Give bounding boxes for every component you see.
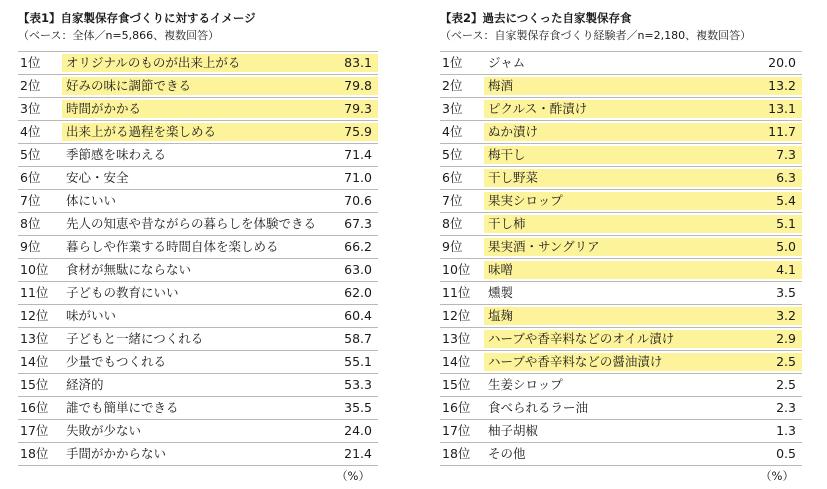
rank-label: 6位 — [20, 170, 41, 185]
rank-label: 7位 — [20, 193, 41, 208]
item-label: ピクルス・酢漬け — [488, 101, 588, 116]
row-band — [484, 445, 802, 463]
item-label: ジャム — [488, 55, 526, 70]
highlight-band — [484, 307, 802, 325]
table-row — [440, 236, 802, 259]
table-row — [440, 213, 802, 236]
percent-value: 71.4 — [344, 147, 372, 162]
rank-label: 11位 — [20, 285, 49, 300]
table-row — [440, 397, 802, 420]
rank-label: 4位 — [20, 124, 41, 139]
row-band — [62, 215, 378, 233]
rank-label: 1位 — [20, 55, 41, 70]
item-label: 失敗が少ない — [66, 423, 142, 438]
rank-label: 14位 — [442, 354, 471, 369]
table-title: 【表1】自家製保存食づくりに対するイメージ — [18, 11, 256, 25]
percent-value: 67.3 — [344, 216, 372, 231]
item-label: 食べられるラー油 — [488, 400, 589, 415]
table-row — [440, 328, 802, 351]
rank-label: 14位 — [20, 354, 49, 369]
item-label: 暮らしや作業する時間自体を楽しめる — [66, 239, 279, 254]
highlight-band — [62, 123, 378, 141]
percent-value: 4.1 — [776, 262, 796, 277]
row-band — [62, 399, 378, 417]
highlight-band — [484, 261, 802, 279]
rank-label: 12位 — [20, 308, 49, 323]
row-band — [62, 353, 378, 371]
ranking-table — [18, 51, 378, 466]
highlight-band — [62, 77, 378, 95]
table-row — [18, 98, 378, 121]
row-band — [62, 307, 378, 325]
rank-label: 9位 — [442, 239, 463, 254]
table-row — [440, 98, 802, 121]
item-label: 味がいい — [66, 308, 117, 323]
item-label: ぬか漬け — [488, 124, 539, 139]
rank-label: 4位 — [442, 124, 463, 139]
rank-label: 17位 — [442, 423, 471, 438]
highlight-band — [62, 54, 378, 72]
item-label: 少量でもつくれる — [66, 354, 167, 369]
percent-value: 53.3 — [344, 377, 372, 392]
item-label: 出来上がる過程を楽しめる — [66, 124, 217, 139]
table-subtitle: （ベース：全体／n=5,866、複数回答） — [18, 29, 220, 42]
table-row — [18, 420, 378, 443]
percent-value: 2.3 — [776, 400, 796, 415]
row-band — [62, 445, 378, 463]
item-label: ハーブや香辛料などのオイル漬け — [488, 331, 675, 346]
percent-value: 20.0 — [768, 55, 796, 70]
highlight-band — [484, 238, 802, 256]
item-label: 梅酒 — [488, 78, 514, 93]
percent-value: 3.2 — [776, 308, 796, 323]
highlight-band — [484, 100, 802, 118]
row-band — [62, 284, 378, 302]
rank-label: 10位 — [442, 262, 471, 277]
rank-label: 7位 — [442, 193, 463, 208]
percent-value: 21.4 — [344, 446, 372, 461]
item-label: 好みの味に調節できる — [66, 78, 192, 93]
rank-label: 6位 — [442, 170, 463, 185]
percent-value: 5.4 — [776, 193, 796, 208]
item-label: 手間がかからない — [66, 446, 167, 461]
item-label: 子どもと一緒につくれる — [66, 331, 204, 346]
row-band — [484, 284, 802, 302]
percent-value: 13.1 — [768, 101, 796, 116]
table-row — [18, 443, 378, 466]
item-label: その他 — [488, 446, 526, 461]
row-band — [484, 54, 802, 72]
rank-label: 11位 — [442, 285, 471, 300]
percent-value: 5.0 — [776, 239, 796, 254]
row-band — [62, 169, 378, 187]
percent-value: 75.9 — [344, 124, 372, 139]
table-row — [440, 374, 802, 397]
rank-label: 2位 — [442, 78, 463, 93]
highlight-band — [62, 100, 378, 118]
item-label: 経済的 — [66, 377, 104, 392]
rank-label: 9位 — [20, 239, 41, 254]
highlight-band — [484, 77, 802, 95]
item-label: 味噌 — [488, 262, 514, 277]
item-label: 子どもの教育にいい — [66, 285, 179, 300]
table-row — [18, 328, 378, 351]
rank-label: 2位 — [20, 78, 41, 93]
rank-label: 13位 — [442, 331, 471, 346]
table-row — [440, 52, 802, 75]
table-row — [18, 121, 378, 144]
table-row — [18, 167, 378, 190]
rank-label: 1位 — [442, 55, 463, 70]
table-row — [440, 144, 802, 167]
item-label: オリジナルのものが出来上がる — [66, 55, 241, 70]
table-row — [18, 351, 378, 374]
table-row — [18, 282, 378, 305]
table-row — [18, 213, 378, 236]
item-label: 果実酒・サングリア — [488, 239, 600, 254]
row-band — [484, 399, 802, 417]
table-row — [440, 282, 802, 305]
percent-value: 2.5 — [776, 377, 796, 392]
table-row — [440, 420, 802, 443]
table-row — [18, 259, 378, 282]
rank-label: 18位 — [442, 446, 471, 461]
percent-value: 1.3 — [776, 423, 796, 438]
item-label: 燻製 — [488, 285, 514, 300]
percent-value: 24.0 — [344, 423, 372, 438]
percent-value: 79.8 — [344, 78, 372, 93]
row-band — [62, 330, 378, 348]
percent-value: 3.5 — [776, 285, 796, 300]
unit-label: （%） — [336, 469, 370, 483]
percent-value: 2.9 — [776, 331, 796, 346]
table-row — [18, 75, 378, 98]
highlight-band — [484, 353, 802, 371]
item-label: 生姜シロップ — [488, 377, 563, 392]
ranking-table — [440, 51, 802, 466]
rank-label: 15位 — [20, 377, 49, 392]
rank-label: 16位 — [20, 400, 49, 415]
rank-label: 5位 — [20, 147, 41, 162]
item-label: 干し野菜 — [488, 170, 539, 185]
percent-value: 79.3 — [344, 101, 372, 116]
rank-label: 8位 — [20, 216, 41, 231]
item-label: 柚子胡椒 — [488, 423, 539, 438]
table-row — [18, 305, 378, 328]
table-row — [18, 52, 378, 75]
percent-value: 13.2 — [768, 78, 796, 93]
table-row — [440, 75, 802, 98]
rank-label: 3位 — [442, 101, 463, 116]
highlight-band — [484, 330, 802, 348]
item-label: 先人の知恵や昔ながらの暮らしを体験できる — [66, 216, 317, 231]
table-title: 【表2】過去につくった自家製保存食 — [440, 11, 632, 25]
row-band — [62, 422, 378, 440]
table-row — [18, 374, 378, 397]
percent-value: 7.3 — [776, 147, 796, 162]
percent-value: 62.0 — [344, 285, 372, 300]
percent-value: 83.1 — [344, 55, 372, 70]
rank-label: 3位 — [20, 101, 41, 116]
percent-value: 11.7 — [768, 124, 796, 139]
table-row — [18, 397, 378, 420]
rank-label: 5位 — [442, 147, 463, 162]
row-band — [62, 238, 378, 256]
percent-value: 71.0 — [344, 170, 372, 185]
item-label: 果実シロップ — [488, 193, 563, 208]
table-row — [440, 443, 802, 466]
rank-label: 10位 — [20, 262, 49, 277]
table-row — [440, 167, 802, 190]
percent-value: 2.5 — [776, 354, 796, 369]
table-row — [440, 121, 802, 144]
item-label: 誰でも簡単にできる — [66, 400, 179, 415]
rank-label: 12位 — [442, 308, 471, 323]
percent-value: 58.7 — [344, 331, 372, 346]
percent-value: 63.0 — [344, 262, 372, 277]
table-row — [440, 190, 802, 213]
percent-value: 0.5 — [776, 446, 796, 461]
item-label: 塩麹 — [488, 308, 514, 323]
item-label: ハーブや香辛料などの醤油漬け — [488, 354, 663, 369]
item-label: 梅干し — [488, 147, 526, 162]
rank-label: 16位 — [442, 400, 471, 415]
row-band — [62, 261, 378, 279]
highlight-band — [484, 215, 802, 233]
table-row — [440, 259, 802, 282]
percent-value: 5.1 — [776, 216, 796, 231]
highlight-band — [484, 169, 802, 187]
percent-value: 70.6 — [344, 193, 372, 208]
item-label: 時間がかかる — [66, 101, 142, 116]
item-label: 食材が無駄にならない — [66, 262, 192, 277]
table-row — [440, 305, 802, 328]
table-row — [18, 236, 378, 259]
percent-value: 60.4 — [344, 308, 372, 323]
rank-label: 17位 — [20, 423, 49, 438]
rank-label: 8位 — [442, 216, 463, 231]
row-band — [484, 422, 802, 440]
row-band — [484, 376, 802, 394]
row-band — [62, 376, 378, 394]
table-row — [18, 144, 378, 167]
item-label: 干し柿 — [488, 216, 526, 231]
highlight-band — [484, 192, 802, 210]
table-subtitle: （ベース：自家製保存食づくり経験者／n=2,180、複数回答） — [440, 29, 752, 42]
item-label: 季節感を味わえる — [66, 147, 167, 162]
row-band — [62, 192, 378, 210]
highlight-band — [484, 123, 802, 141]
highlight-band — [484, 146, 802, 164]
item-label: 安心・安全 — [66, 170, 129, 185]
table-row — [18, 190, 378, 213]
rank-label: 18位 — [20, 446, 49, 461]
rank-label: 13位 — [20, 331, 49, 346]
unit-label: （%） — [760, 469, 794, 483]
percent-value: 55.1 — [344, 354, 372, 369]
table-row — [440, 351, 802, 374]
percent-value: 35.5 — [344, 400, 372, 415]
percent-value: 66.2 — [344, 239, 372, 254]
percent-value: 6.3 — [776, 170, 796, 185]
rank-label: 15位 — [442, 377, 471, 392]
row-band — [62, 146, 378, 164]
item-label: 体にいい — [66, 193, 117, 208]
